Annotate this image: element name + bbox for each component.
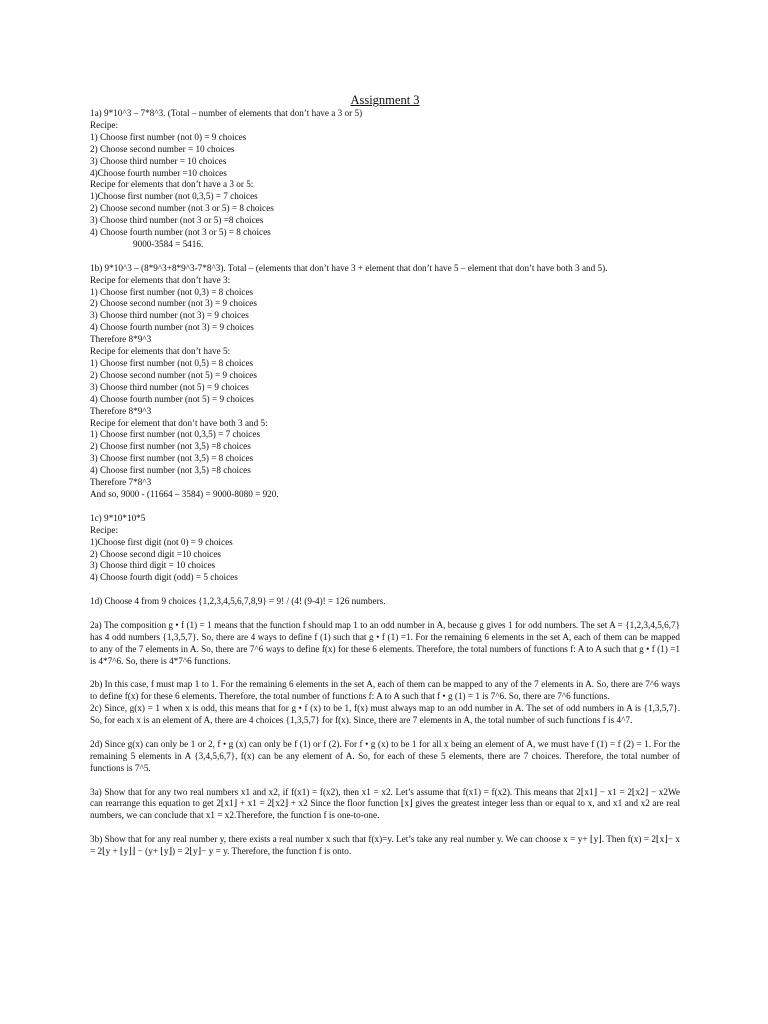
- text-line: 4) Choose fourth number (not 5) = 9 choices: [90, 393, 254, 404]
- text-line: Recipe for element that don’t have both 3 and 5:: [90, 417, 268, 428]
- text-line: 2) Choose second number = 10 choices: [90, 143, 235, 154]
- text-line: Recipe:: [90, 119, 119, 130]
- text-line: 2) Choose first number (not 3,5) =8 choices: [90, 441, 251, 452]
- text-line: 2) Choose second digit =10 choices: [90, 548, 221, 559]
- section-3b: 3b) Show that for any real number y, there exists a real number x such that f(x)=y. Let’s take any real number y. We can choose x = y+ ⌊y⌋. Then f(x) = 2⌊x⌋− x = 2⌊y + ⌊y⌋⌋ − (y+ ⌊y⌋) = 2⌊y⌋− y = y. Therefore, the function f is onto.: [90, 834, 680, 857]
- text-line: 1)Choose first digit (not 0) = 9 choices: [90, 536, 233, 547]
- text-line: Therefore 8*9^3: [90, 334, 152, 345]
- result-line: 9000-3584 = 5416.: [133, 238, 204, 249]
- text-line: 1c) 9*10*10*5: [90, 512, 146, 523]
- text-line: Therefore 8*9^3: [90, 405, 152, 416]
- text-line: And so, 9000 - (11664 – 3584) = 9000-8080 = 920.: [90, 488, 279, 499]
- section-1a: [90, 108, 680, 251]
- section-3a: 3a) Show that for any two real numbers x1 and x2, if f(x1) = f(x2), then x1 = x2. Let’s assume that f(x1) = f(x2). This means that 2⌊x1⌋ − x1 = 2⌊x2⌋ − x2We can rearrange this equation to get 2⌊x1⌋ + x1 = 2⌊x2⌋ + x2 Since the floor function ⌊x⌋ gives the greatest integer less than or equal to x, and x1 and x2 are real numbers, we can conclude that x1 = x2.Therefore, the function f is one-to-one.: [90, 786, 680, 821]
- text-line: 2) Choose second number (not 5) = 9 choices: [90, 369, 257, 380]
- text-line: 4) Choose fourth number (not 3 or 5) = 8 choices: [90, 227, 271, 238]
- section-2c: 2c) Since, g(x) = 1 when x is odd, this means that for g • f (x) to be 1, f(x) must always map to an odd number in A. The set of odd numbers in A is {1,3,5,7}. So, for each x is an element of A, there are 4 choices {1,3,5,7} for f(x). Since, there are 7 elements in A, the total number of such functions f is 4^7.: [90, 703, 680, 726]
- text-line: Recipe for elements that don’t have a 3 or 5:: [90, 179, 254, 190]
- text-line: 3) Choose third digit = 10 choices: [90, 560, 216, 571]
- text-line: Therefore 7*8^3: [90, 477, 152, 488]
- text-line: 4) Choose fourth digit (odd) = 5 choices: [90, 572, 238, 583]
- text-line: 4) Choose fourth number (not 3) = 9 choices: [90, 322, 254, 333]
- text-line: 2) Choose second number (not 3 or 5) = 8 choices: [90, 203, 274, 214]
- section-2d: 2d) Since g(x) can only be 1 or 2, f • g (x) can only be f (1) or f (2). For f • g (x) to be 1 for all x being an element of A, we must have f (1) = f (2) = 1. For the remaining 5 elements in A {3,4,5,6,7}, f(x) can be any element of A. So, for each of these 5 elements, there are 7 choices. Therefore, the total number of functions is 7^5.: [90, 738, 680, 773]
- text-line: 3) Choose third number (not 5) = 9 choices: [90, 381, 249, 392]
- text-line: 3) Choose third number (not 3) = 9 choices: [90, 310, 249, 321]
- text-line: 2) Choose second number (not 3) = 9 choices: [90, 298, 257, 309]
- document-page: [90, 93, 680, 858]
- text-line: 1) Choose first number (not 0,5) = 8 choices: [90, 358, 254, 369]
- text-line: Recipe for elements that don’t have 5:: [90, 346, 231, 357]
- page-title: Assignment 3: [350, 93, 420, 107]
- section-2a: 2a) The composition g • f (1) = 1 means that the function f should map 1 to an odd number in A, because g gives 1 for odd numbers. The set A = {1,2,3,4,5,6,7} has 4 odd numbers {1,3,5,7}. So, there are 4 ways to define f (1) such that g • f (1) =1. For the remaining 6 elements in the set A, each of them can be mapped to any of the 7 elements in A. So, there are 7^6 ways to define f(x) for these 6 elements. Therefore, the total numbers of functions f: A to A such that g • f (1) =1 is 4*7^6. So, there is 4*7^6 functions.: [90, 619, 680, 666]
- text-line: 1) Choose first number (not 0) = 9 choices: [90, 131, 247, 142]
- section-1b: [90, 263, 680, 501]
- text-line: 1b) 9*10^3 – (8*9^3+8*9^3-7*8^3). Total – (elements that don’t have 3 + element that don’t have 5 – element that don’t have both 3 and 5).: [90, 262, 608, 273]
- text-line: 4) Choose first number (not 3,5) =8 choices: [90, 465, 251, 476]
- text-line: Recipe:: [90, 524, 119, 535]
- section-1c: [90, 513, 680, 584]
- text-line: 1a) 9*10^3 – 7*8^3. (Total – number of elements that don’t have a 3 or 5): [90, 108, 363, 118]
- text-line: Recipe for elements that don’t have 3:: [90, 274, 231, 285]
- text-line: 4)Choose fourth number =10 choices: [90, 167, 227, 178]
- text-line: 3) Choose third number (not 3 or 5) =8 choices: [90, 215, 264, 226]
- section-2b: 2b) In this case, f must map 1 to 1. For the remaining 6 elements in the set A, each of them can be mapped to any of the 7 elements in A. So, there are 7^6 ways to define f(x) for these 6 elements. Therefore, the total number of functions f: A to A such that f • g (1) = 1 is 7^6. So, there are 7^6 functions.: [90, 679, 680, 702]
- text-line: 3) Choose first number (not 3,5) = 8 choices: [90, 453, 254, 464]
- text-line: 3) Choose third number = 10 choices: [90, 155, 227, 166]
- section-1d: 1d) Choose 4 from 9 choices {1,2,3,4,5,6,7,8,9} = 9! / (4! (9-4)! = 126 numbers.: [90, 596, 386, 607]
- text-line: 1) Choose first number (not 0,3) = 8 choices: [90, 286, 254, 297]
- text-line: 1) Choose first number (not 0,3,5) = 7 choices: [90, 429, 261, 440]
- text-line: 1)Choose first number (not 0,3,5) = 7 choices: [90, 191, 258, 202]
